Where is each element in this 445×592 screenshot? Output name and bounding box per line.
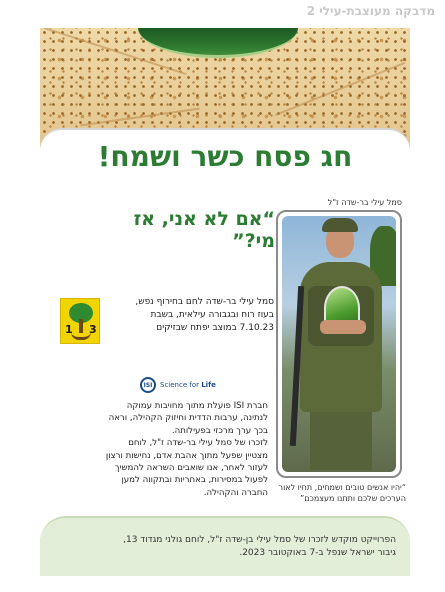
bio-line: בעוז רוח ובגבורה עילאית, בשבת bbox=[150, 310, 274, 320]
tree-trunk-icon bbox=[79, 319, 83, 333]
holiday-title: חג פסח כשר ושמח! bbox=[97, 140, 353, 173]
soldier-quote bbox=[266, 482, 406, 504]
soldier-photo bbox=[282, 216, 396, 472]
dedication-line: גיבור ישראל שנפל ב-7 באוקטובר 2023. bbox=[239, 548, 396, 558]
dedication-footer bbox=[40, 516, 410, 576]
company-line: לעזור לאחר, אנו שואבים השראה להמשיך bbox=[114, 463, 268, 474]
tree-roots-icon bbox=[71, 332, 91, 340]
motto-quote: “אם לא אני, אז מי?” bbox=[133, 208, 275, 252]
dedication-text bbox=[54, 534, 396, 560]
company-text bbox=[92, 400, 268, 499]
dedication-line: הפרוייקט מוקדש לזכרו של סמל עילי בן-שדה ז"ל, לוחם גולני מגדוד 13, bbox=[123, 535, 396, 545]
isi-tagline-prefix: Science for bbox=[160, 381, 202, 389]
company-line: לנתינה, ערבות הדדית וחיזוק הקהילה, וראה bbox=[108, 413, 268, 424]
logo-digit-left: 1 bbox=[65, 323, 73, 336]
page-header: מדבקה מעוצבת-עילי 2 bbox=[306, 4, 435, 18]
unit-logo bbox=[60, 298, 100, 344]
content-card bbox=[40, 128, 410, 576]
company-line: חברת ISI פועלת מתוך מחויבות עמוקה bbox=[126, 401, 268, 411]
legs-shape bbox=[310, 412, 372, 470]
isi-tagline-bold: Life bbox=[201, 381, 216, 389]
soldier-quote-line: הערכים שלכם ותתנו מעצמכם” bbox=[300, 494, 406, 503]
soldier-quote-line: “יהיו אנשים טובים ושמחים, תחיו לאור bbox=[278, 483, 406, 492]
soldier-photo-frame bbox=[276, 210, 402, 478]
bio-line: 7.10.23 במוצב יפתח שבזיקים bbox=[156, 323, 274, 333]
photo-caption: סמל עילי בר-שדה ז"ל bbox=[327, 198, 402, 207]
company-line: מצטיין שפעל מתוך אהבת אדם, נחישות ורצון bbox=[105, 450, 268, 461]
isi-tagline bbox=[160, 381, 216, 389]
logo-digit-right: 3 bbox=[89, 323, 97, 336]
green-ribbon bbox=[138, 28, 298, 58]
isi-circle-icon: ISI bbox=[140, 377, 156, 393]
bio-text bbox=[106, 296, 274, 335]
company-line: החברה והקהילה. bbox=[203, 487, 268, 498]
company-line: לזכרו של סמל עילי בר-שדה ז"ל, לוחם bbox=[128, 438, 268, 449]
company-line: בכך ערך מרכזי בפעילותה. bbox=[171, 425, 268, 436]
isi-logo bbox=[140, 376, 220, 394]
company-line: לפעול במסירות, באחריות ובתקווה למען bbox=[121, 475, 268, 486]
hand-shape bbox=[320, 320, 366, 334]
cap-shape bbox=[322, 218, 358, 232]
matzah-crack bbox=[80, 108, 199, 127]
sticker-card bbox=[40, 28, 410, 576]
bio-line: סמל עילי בר-שדה לחם בחירוף נפש, bbox=[135, 297, 274, 307]
matzah-crack bbox=[275, 62, 406, 116]
